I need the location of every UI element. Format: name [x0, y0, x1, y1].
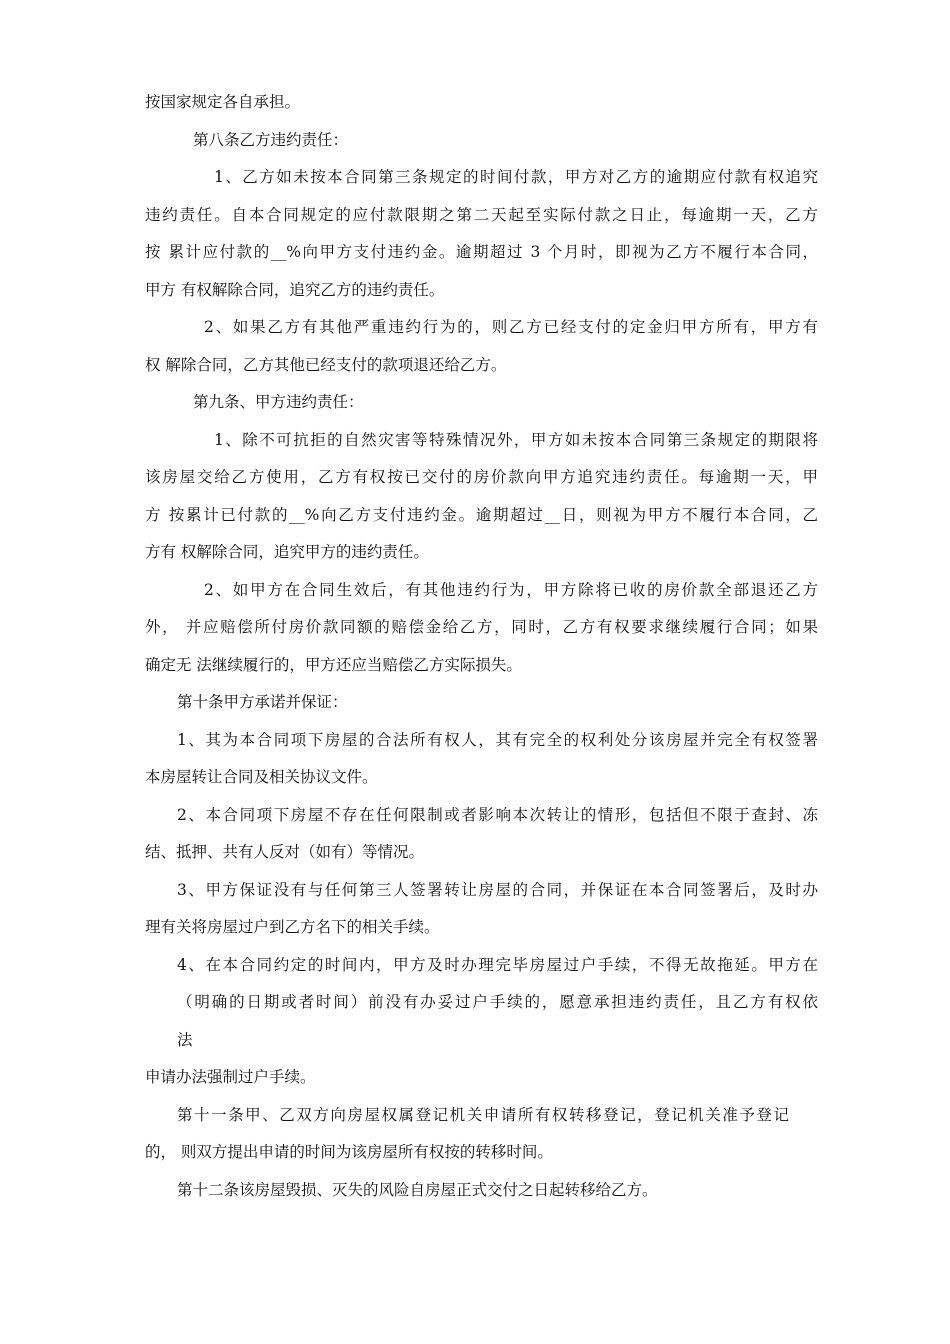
text-line: 4、在本合同约定的时间内，甲方及时办理完毕房屋过户手续，不得无故拖延。甲方在 — [177, 956, 818, 974]
text-line: 第十一条甲、乙双方向房屋权属登记机关申请所有权转移登记，登记机关准予登记 — [177, 1106, 789, 1124]
article-8-heading: 第八条乙方违约责任： — [193, 131, 349, 149]
text-line: 申请办法强制过户手续。 — [145, 1068, 316, 1086]
text-line: （明确的日期或者时间）前没有办妥过户手续的，愿意承担违约责任，且乙方有权依 — [177, 993, 818, 1011]
text-line: 本房屋转让合同及相关协议文件。 — [145, 768, 378, 786]
text-line: 1、除不可抗拒的自然灾害等特殊情况外，甲方如未按本合同第三条规定的期限将 — [214, 431, 818, 449]
text-line: 方有 权解除合同，追究甲方的违约责任。 — [145, 543, 429, 561]
text-line: 1、其为本合同项下房屋的合法所有权人，其有完全的权利处分该房屋并完全有权签署 — [177, 731, 818, 749]
text-line: 结、抵押、共有人反对（如有）等情况。 — [145, 843, 425, 861]
text-line: 理有关将房屋过户到乙方名下的相关手续。 — [145, 918, 440, 936]
text-line: 2、如甲方在合同生效后，有其他违约行为，甲方除将已收的房价款全部退还乙方 — [204, 581, 818, 599]
text-line: 2、如果乙方有其他严重违约行为的，则乙方已经支付的定金归甲方所有，甲方有 — [204, 318, 818, 336]
text-line: 3、甲方保证没有与任何第三人签署转让房屋的合同，并保证在本合同签署后，及时办 — [177, 881, 818, 899]
text-line: 法 — [177, 1031, 193, 1049]
article-10-heading: 第十条甲方承诺并保证： — [177, 693, 348, 711]
text-line: 按 累计应付款的__%向甲方支付违约金。逾期超过 3 个月时，即视为乙方不履行本合同， — [145, 243, 818, 261]
text-line: 1、乙方如未按本合同第三条规定的时间付款，甲方对乙方的逾期应付款有权追究 — [214, 168, 818, 186]
text-line: 该房屋交给乙方使用，乙方有权按已交付的房价款向甲方追究违约责任。每逾期一天，甲 — [145, 468, 818, 486]
text-line: 确定无 法继续履行的，甲方还应当赔偿乙方实际损失。 — [145, 656, 522, 674]
text-line: 违约责任。自本合同规定的应付款限期之第二天起至实际付款之日止，每逾期一天，乙方 — [145, 206, 818, 224]
text-line: 权 解除合同，乙方其他已经支付的款项退还给乙方。 — [145, 356, 507, 374]
text-line: 外， 并应赔偿所付房价款同额的赔偿金给乙方，同时，乙方有权要求继续履行合同；如果 — [145, 618, 818, 636]
text-line: 的， 则双方提出申请的时间为该房屋所有权按的转移时间。 — [145, 1143, 553, 1161]
text-line: 2、本合同项下房屋不存在任何限制或者影响本次转让的情形，包括但不限于查封、冻 — [177, 806, 818, 824]
article-12-line: 第十二条该房屋毁损、灭失的风险自房屋正式交付之日起转移给乙方。 — [177, 1181, 658, 1199]
text-line: 甲方 有权解除合同，追究乙方的违约责任。 — [145, 281, 445, 299]
article-9-heading: 第九条、甲方违约责任： — [193, 393, 364, 411]
text-line: 方 按累计已付款的__%向乙方支付违约金。逾期超过__日，则视为甲方不履行本合同，乙 — [145, 506, 818, 524]
text-line: 按国家规定各自承担。 — [145, 93, 301, 111]
